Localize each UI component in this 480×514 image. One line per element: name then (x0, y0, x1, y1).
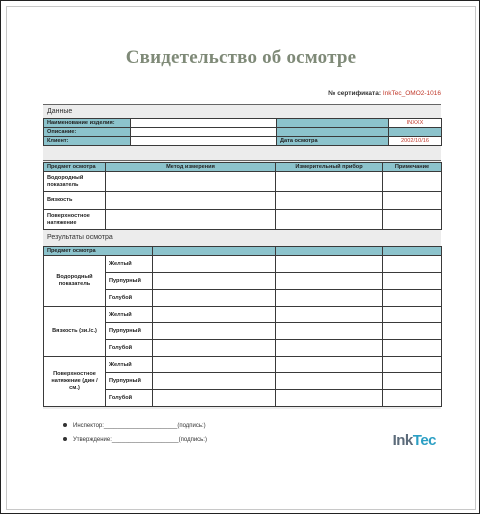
inspection-cell[interactable] (276, 210, 383, 230)
results-header-cell (383, 247, 442, 256)
result-cell[interactable] (383, 357, 442, 373)
result-cell[interactable] (383, 373, 442, 390)
code-label-cell (277, 119, 389, 128)
inspector-signature-line (63, 423, 206, 429)
inspection-cell[interactable] (276, 172, 383, 192)
result-cell[interactable] (276, 256, 383, 273)
result-cell[interactable] (153, 373, 276, 390)
result-cell[interactable] (383, 307, 442, 323)
color-cyan: Голубой (106, 290, 153, 307)
result-cell[interactable] (276, 340, 383, 357)
inspection-cell[interactable] (383, 172, 442, 192)
results-header-cell (153, 247, 276, 256)
description-extra-cell-2 (389, 128, 442, 137)
client-label: Клиент: (44, 137, 131, 146)
product-name-label: Наименование изделия: (44, 119, 131, 128)
result-cell[interactable] (153, 273, 276, 290)
document-frame (6, 6, 476, 510)
inspection-row-ph: Водородный показатель (44, 172, 106, 192)
result-cell[interactable] (383, 290, 442, 307)
inspection-header-instrument: Измерительный прибор (276, 163, 383, 172)
color-magenta: Пурпурный (106, 373, 153, 390)
result-cell[interactable] (383, 340, 442, 357)
inspection-cell[interactable] (276, 192, 383, 210)
color-yellow: Желтый (106, 256, 153, 273)
color-cyan: Голубой (106, 390, 153, 407)
inspection-cell[interactable] (106, 210, 276, 230)
color-magenta: Пурпурный (106, 323, 153, 340)
results-section-heading: Результаты осмотра (47, 234, 113, 241)
certificate-number (328, 90, 441, 97)
color-cyan: Голубой (106, 340, 153, 357)
inspection-cell[interactable] (383, 192, 442, 210)
inspection-date-label: Дата осмотра (277, 137, 389, 146)
result-cell[interactable] (276, 290, 383, 307)
certificate-label: № сертификата: (328, 90, 382, 97)
result-cell[interactable] (153, 357, 276, 373)
result-cell[interactable] (276, 307, 383, 323)
result-cell[interactable] (153, 256, 276, 273)
inspection-cell[interactable] (383, 210, 442, 230)
approval-signature-line (63, 437, 207, 443)
inspection-rule (43, 160, 441, 161)
result-cell[interactable] (276, 390, 383, 407)
inspection-header-subject: Предмет осмотра (44, 163, 106, 172)
results-group-surface-tension: Поверхностное натяжение (дин / см.) (44, 357, 106, 407)
inspection-date-value: 2002/10/16 (389, 137, 442, 146)
result-cell[interactable] (383, 256, 442, 273)
color-yellow: Желтый (106, 307, 153, 323)
inspection-header-method: Метод измерения (106, 163, 276, 172)
description-label: Описание: (44, 128, 131, 137)
result-cell[interactable] (153, 323, 276, 340)
result-cell[interactable] (276, 273, 383, 290)
inktec-logo: InkTec (392, 432, 436, 449)
results-header-subject: Предмет осмотра (44, 247, 153, 256)
data-table (43, 118, 442, 146)
inspector-signature-text: Инспектор:______________________(подпись:) (73, 423, 206, 429)
bullet-icon (63, 423, 67, 427)
color-magenta: Пурпурный (106, 273, 153, 290)
results-header-cell (276, 247, 383, 256)
bullet-icon (63, 437, 67, 441)
inspection-cell[interactable] (106, 172, 276, 192)
inspection-header-note: Примечание (383, 163, 442, 172)
result-cell[interactable] (153, 390, 276, 407)
data-section-heading: Данные (47, 108, 73, 115)
result-cell[interactable] (383, 273, 442, 290)
inspection-row-viscosity: Вязкость (44, 192, 106, 210)
inspection-row-surface-tension: Поверхностное натяжение (44, 210, 106, 230)
product-name-field[interactable] (131, 119, 277, 128)
results-group-ph: Водородный показатель (44, 256, 106, 307)
product-code-value: INXXX (389, 119, 442, 128)
description-extra-cell (277, 128, 389, 137)
result-cell[interactable] (383, 390, 442, 407)
result-cell[interactable] (276, 373, 383, 390)
client-field[interactable] (131, 137, 277, 146)
result-cell[interactable] (276, 357, 383, 373)
document-title: Свидетельство об осмотре (125, 47, 357, 68)
results-table (43, 246, 442, 407)
description-field[interactable] (131, 128, 277, 137)
result-cell[interactable] (153, 307, 276, 323)
result-cell[interactable] (153, 290, 276, 307)
result-cell[interactable] (383, 323, 442, 340)
result-cell[interactable] (276, 323, 383, 340)
approval-signature-text: Утверждение:____________________(подпись:) (73, 437, 207, 443)
panel-top-rule (43, 104, 441, 105)
results-group-viscosity: Вязкость (зи./с.) (44, 307, 106, 357)
result-cell[interactable] (153, 340, 276, 357)
color-yellow: Желтый (106, 357, 153, 373)
certificate-value: InkTec_OMO2-1016 (382, 90, 441, 97)
inspection-table (43, 162, 442, 230)
inspection-cell[interactable] (106, 192, 276, 210)
